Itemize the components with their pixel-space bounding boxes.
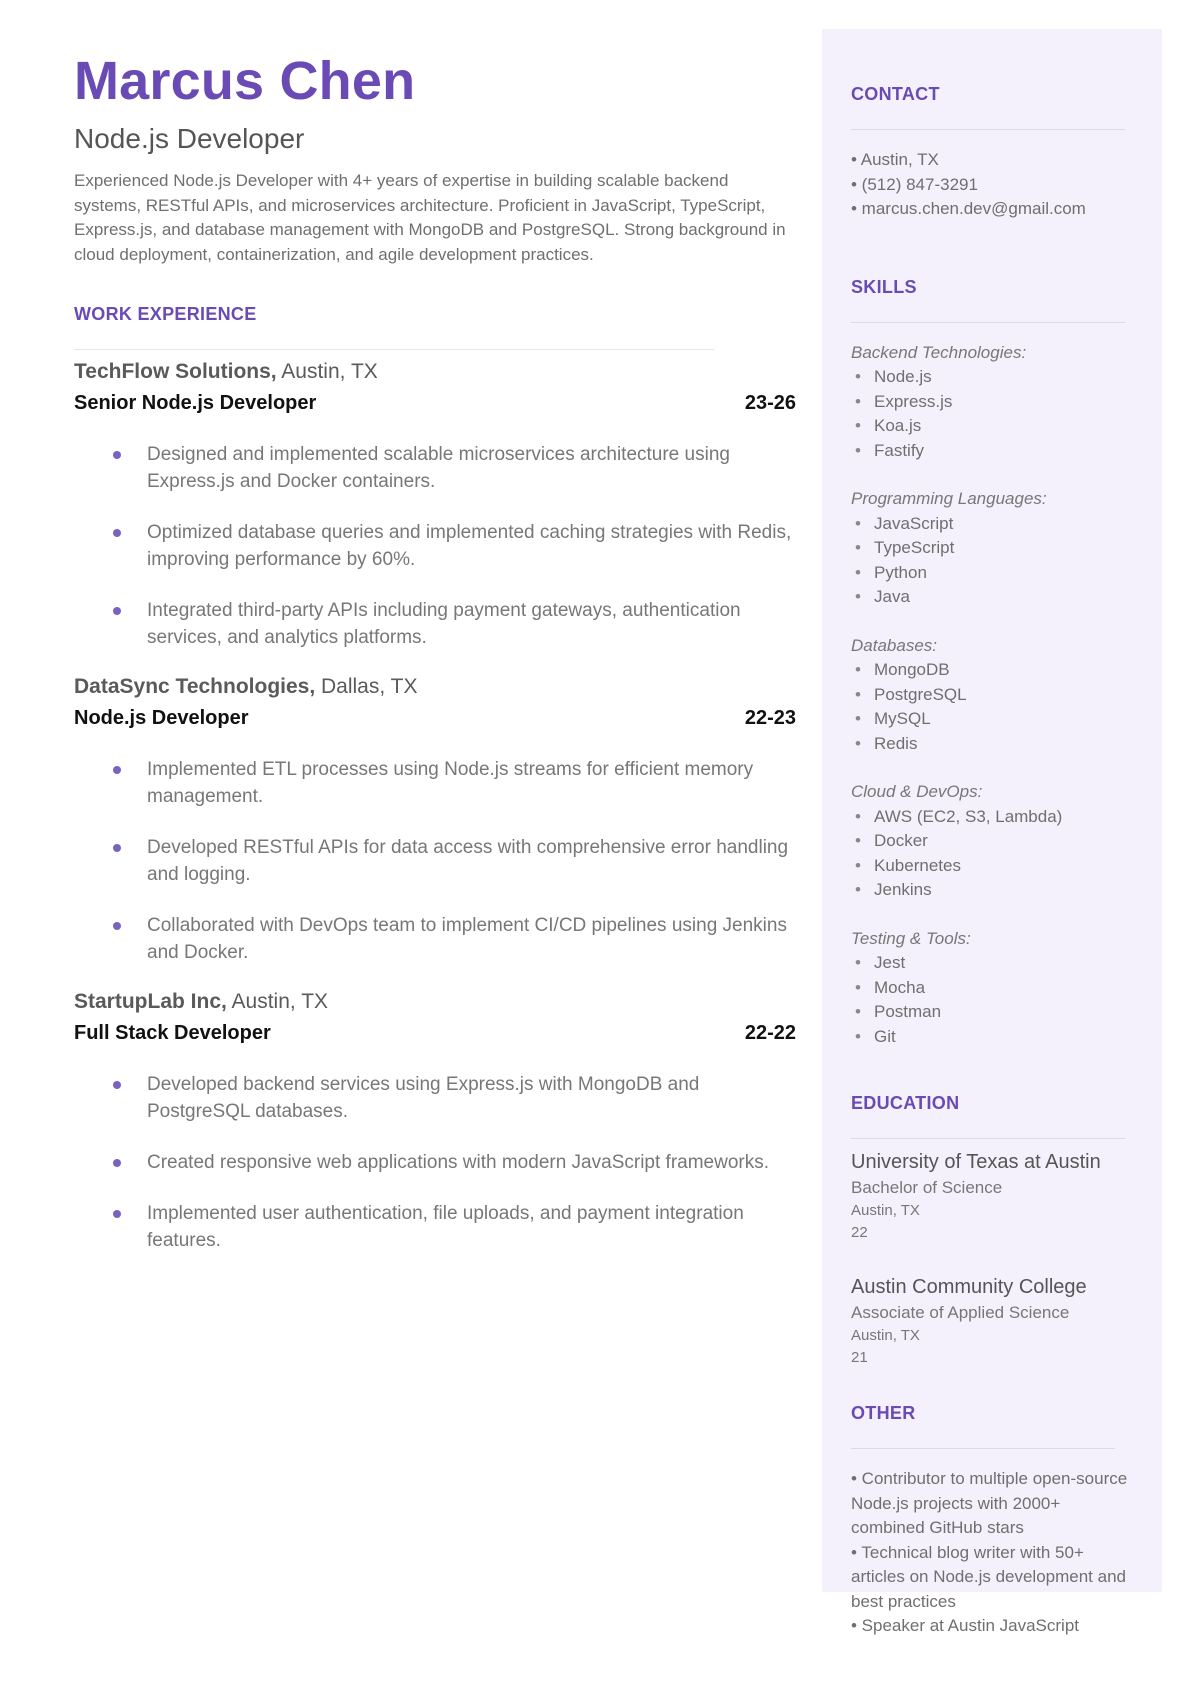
bullet-glyph: •: [855, 416, 861, 435]
job-bullet: Designed and implemented scalable microservices architecture using Express.js and Docker containers.: [74, 441, 796, 495]
skill-item: MySQL: [874, 709, 931, 728]
job-company-line: [74, 360, 796, 384]
skill-group: [851, 341, 1141, 464]
company-name: TechFlow Solutions,: [74, 360, 277, 384]
contact-location: • Austin, TX: [851, 150, 939, 169]
education-section: [851, 1093, 1141, 1369]
skill-item: Node.js: [874, 367, 932, 386]
other-section: [851, 1403, 1141, 1639]
skill-item: Git: [874, 1026, 896, 1046]
job-title: Senior Node.js Developer: [74, 392, 317, 415]
divider: [851, 322, 1125, 323]
other-item: • Technical blog writer with 50+ articles on Node.js development and best practices: [851, 1542, 1126, 1611]
bullet-glyph: •: [855, 953, 861, 972]
job-dates: 22-22: [744, 1022, 796, 1045]
bullet-glyph: •: [855, 880, 861, 899]
skill-group-label: Testing & Tools:: [851, 928, 971, 948]
school-name: University of Texas at Austin: [851, 1151, 1101, 1173]
divider: [851, 129, 1125, 130]
bullet-glyph: •: [855, 391, 861, 411]
bullet-glyph: •: [855, 660, 861, 679]
job-company-line: [74, 675, 796, 699]
contact-section: [851, 84, 1141, 222]
skill-item: Express.js: [874, 391, 953, 411]
divider: [74, 349, 714, 350]
divider: [851, 1138, 1125, 1139]
job-bullet: Implemented ETL processes using Node.js streams for efficient memory management.: [74, 756, 796, 810]
bullet-glyph: •: [855, 684, 861, 704]
skill-item: Docker: [874, 831, 928, 850]
bullet-glyph: •: [855, 733, 861, 753]
skill-item: JavaScript: [874, 513, 954, 533]
skill-item: MongoDB: [874, 660, 950, 679]
school-location: Austin, TX: [851, 1202, 920, 1219]
skill-item: Redis: [874, 733, 918, 753]
skill-item: Postman: [874, 1002, 942, 1021]
job-company-line: [74, 990, 796, 1014]
bullet-glyph: •: [855, 538, 861, 557]
skill-group: [851, 634, 1141, 757]
skill-item: TypeScript: [874, 538, 955, 557]
job-bullet: Collaborated with DevOps team to implement CI/CD pipelines using Jenkins and Docker.: [74, 912, 796, 966]
skill-item: Fastify: [874, 440, 925, 460]
job-title: Full Stack Developer: [74, 1022, 271, 1045]
job-dates: 23-26: [744, 392, 796, 415]
skill-item: Jest: [874, 953, 906, 972]
bullet-glyph: •: [855, 562, 861, 582]
degree: Associate of Applied Science: [851, 1303, 1070, 1322]
degree: Bachelor of Science: [851, 1178, 1003, 1197]
job-bullets: [74, 756, 796, 966]
skills-heading: SKILLS: [851, 276, 917, 297]
skill-group-label: Programming Languages:: [851, 489, 1047, 508]
job-bullet: Integrated third-party APIs including payment gateways, authentication services, and analytics platforms.: [74, 597, 796, 651]
job-bullets: [74, 1071, 796, 1254]
skill-group: [851, 780, 1141, 903]
school-location: Austin, TX: [851, 1327, 920, 1344]
skill-group: [851, 927, 1141, 1050]
skill-item: Koa.js: [874, 416, 922, 435]
bullet-glyph: •: [855, 855, 861, 875]
bullet-glyph: •: [855, 977, 861, 997]
skill-item: Kubernetes: [874, 855, 961, 875]
skill-item: Python: [874, 562, 927, 582]
contact-email: • marcus.chen.dev@gmail.com: [851, 199, 1086, 218]
graduation-year: 22: [851, 1224, 868, 1241]
bullet-glyph: •: [855, 1026, 861, 1046]
skills-section: [851, 277, 1141, 1050]
sidebar-content: [851, 84, 1141, 1639]
job-list: [74, 360, 796, 1254]
other-item: • Speaker at Austin JavaScript: [851, 1616, 1080, 1635]
education-entry: [851, 1274, 1141, 1369]
job-entry: [74, 675, 796, 966]
candidate-name: Marcus Chen: [74, 51, 416, 111]
bullet-glyph: •: [855, 440, 861, 460]
other-heading: OTHER: [851, 1403, 916, 1423]
main-column: [74, 52, 796, 1278]
skill-item: Mocha: [874, 977, 926, 997]
graduation-year: 21: [851, 1349, 868, 1366]
bullet-glyph: •: [855, 709, 861, 728]
bullet-glyph: •: [855, 806, 861, 826]
company-location: Austin, TX: [276, 360, 378, 384]
job-title: Node.js Developer: [74, 707, 249, 730]
company-location: Dallas, TX: [315, 675, 418, 699]
job-bullet: Optimized database queries and implemented caching strategies with Redis, improving performance by 60%.: [74, 519, 796, 573]
divider: [851, 1448, 1115, 1449]
job-role: Node.js Developer: [74, 123, 305, 155]
skill-group: [851, 487, 1141, 610]
job-bullet: Developed RESTful APIs for data access with comprehensive error handling and logging.: [74, 834, 796, 888]
job-entry: [74, 990, 796, 1254]
school-name: Austin Community College: [851, 1276, 1087, 1298]
skill-group-label: Backend Technologies:: [851, 342, 1027, 362]
bullet-glyph: •: [855, 587, 861, 606]
bullet-glyph: •: [855, 367, 861, 386]
company-location: Austin, TX: [226, 990, 329, 1014]
bullet-glyph: •: [855, 1002, 861, 1021]
job-entry: [74, 360, 796, 651]
education-entry: [851, 1149, 1141, 1244]
skill-item: Jenkins: [874, 880, 932, 899]
work-experience-heading: WORK EXPERIENCE: [74, 304, 257, 325]
job-bullet: Created responsive web applications with modern JavaScript frameworks.: [74, 1149, 796, 1176]
education-heading: EDUCATION: [851, 1093, 960, 1113]
sidebar: [822, 29, 1162, 1635]
job-dates: 22-23: [744, 707, 796, 730]
bullet-glyph: •: [855, 831, 861, 850]
company-name: StartupLab Inc,: [74, 990, 227, 1014]
job-bullets: [74, 441, 796, 651]
other-item: • Contributor to multiple open-source Node.js projects with 2000+ combined GitHub stars: [851, 1469, 1128, 1537]
skill-item: PostgreSQL: [874, 684, 967, 704]
bullet-glyph: •: [855, 513, 861, 533]
contact-heading: CONTACT: [851, 84, 940, 104]
contact-phone: • (512) 847-3291: [851, 174, 978, 194]
summary: Experienced Node.js Developer with 4+ years of expertise in building scalable backend systems, RESTful APIs, and microservices architecture. Proficient in JavaScript, TypeScript, Express.js, and database management with MongoDB and PostgreSQL. Strong background in cloud deployment, containerization, and agile development practices.: [74, 171, 786, 264]
skill-group-label: Databases:: [851, 635, 937, 655]
job-bullet: Developed backend services using Express.js with MongoDB and PostgreSQL databases.: [74, 1071, 796, 1125]
skill-item: Java: [874, 587, 910, 606]
company-name: DataSync Technologies,: [74, 675, 316, 699]
job-bullet: Implemented user authentication, file uploads, and payment integration features.: [74, 1200, 796, 1254]
skill-group-label: Cloud & DevOps:: [851, 782, 983, 801]
skill-item: AWS (EC2, S3, Lambda): [874, 806, 1063, 826]
